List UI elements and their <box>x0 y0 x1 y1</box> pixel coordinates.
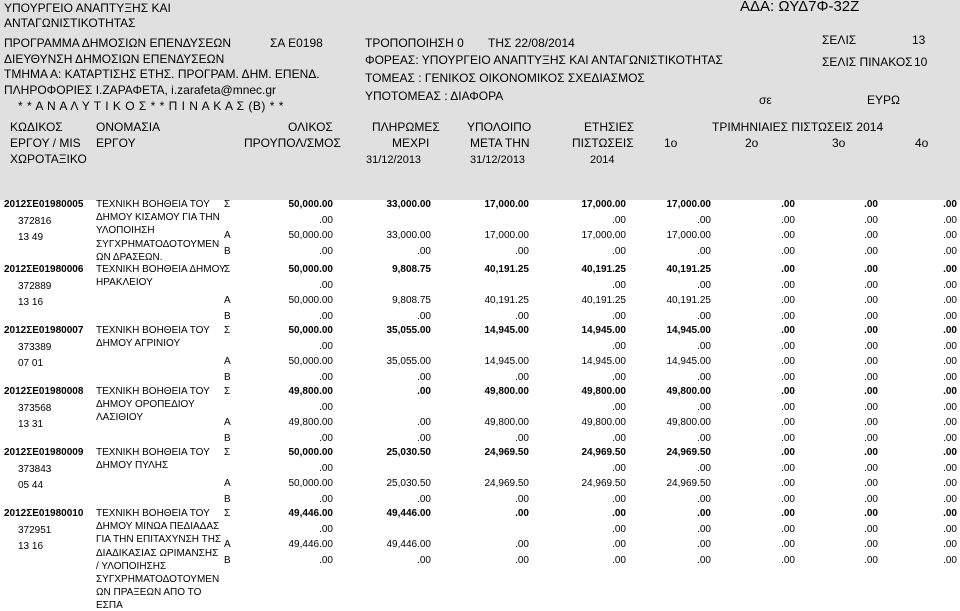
value-cell: .00 <box>417 433 431 444</box>
value-cell: 17,000.00 <box>666 199 711 210</box>
col-remaining-2: ΜΕΤΑ ΤΗΝ <box>470 136 530 150</box>
project-name-line: ΤΕΧΝΙΚΗ ΒΟΗΘΕΙΑ ΤΟΥ <box>96 447 210 458</box>
project-code: 2012ΣΕ01980006 <box>4 264 84 275</box>
currency-se: σε <box>759 93 772 107</box>
value-cell: .00 <box>864 494 878 505</box>
value-cell: .00 <box>864 215 878 226</box>
value-cell: .00 <box>781 417 795 428</box>
value-cell: .00 <box>612 215 626 226</box>
value-cell: .00 <box>864 386 878 397</box>
value-cell: .00 <box>697 539 711 550</box>
row-type-label: Β <box>224 311 231 322</box>
value-cell: .00 <box>697 215 711 226</box>
row-type-label: Β <box>224 494 231 505</box>
value-cell: 14,945.00 <box>581 356 626 367</box>
value-cell: .00 <box>943 433 957 444</box>
value-cell: .00 <box>943 325 957 336</box>
value-cell: 17,000.00 <box>581 199 626 210</box>
row-type-label: Β <box>224 372 231 383</box>
ministry-line2: ΑΝΤΑΓΩΝΙΣΤΙΚΟΤΗΤΑΣ <box>4 16 136 30</box>
page-label: ΣΕΛΙΣ <box>822 33 857 47</box>
col-budget-1: ΟΛΙΚΟΣ <box>288 120 333 134</box>
program-title: ΠΡΟΓΡΑΜΜΑ ΔΗΜΟΣΙΩΝ ΕΠΕΝΔΥΣΕΩΝ <box>4 36 231 50</box>
value-cell: .00 <box>781 447 795 458</box>
value-cell: .00 <box>697 463 711 474</box>
value-cell: .00 <box>612 508 626 519</box>
row-type-label: Β <box>224 555 231 566</box>
mis-code: 372951 <box>18 525 52 536</box>
project-name-line: ΤΕΧΝΙΚΗ ΒΟΗΘΕΙΑ ΔΗΜΟΥ <box>96 264 226 275</box>
value-cell: .00 <box>781 372 795 383</box>
subsector: ΥΠΟΤΟΜΕΑΣ : ΔΙΑΦΟΡΑ <box>365 89 504 103</box>
value-cell: 14,945.00 <box>484 356 529 367</box>
value-cell: .00 <box>515 494 529 505</box>
value-cell: 40,191.25 <box>666 295 711 306</box>
value-cell: 49,800.00 <box>288 417 333 428</box>
col-payments-1: ΠΛΗΡΩΜΕΣ <box>372 120 440 134</box>
value-cell: .00 <box>319 246 333 257</box>
value-cell: .00 <box>864 539 878 550</box>
value-cell: .00 <box>943 199 957 210</box>
value-cell: .00 <box>864 246 878 257</box>
value-cell: 49,446.00 <box>288 539 333 550</box>
ministry-line1: ΥΠΟΥΡΓΕΙΟ ΑΝΑΠΤΥΞΗΣ ΚΑΙ <box>4 1 171 15</box>
value-cell: 17,000.00 <box>484 230 529 241</box>
value-cell: .00 <box>943 215 957 226</box>
value-cell: 40,191.25 <box>666 264 711 275</box>
value-cell: 49,800.00 <box>581 417 626 428</box>
value-cell: 14,945.00 <box>666 356 711 367</box>
value-cell: .00 <box>417 417 431 428</box>
col-q4: 4ο <box>915 136 929 150</box>
value-cell: .00 <box>417 372 431 383</box>
spatial-code: 13 16 <box>18 297 44 308</box>
value-cell: .00 <box>697 341 711 352</box>
col-name-1: ΟΝΟΜΑΣΙΑ <box>96 120 161 134</box>
value-cell: 35,055.00 <box>386 325 431 336</box>
value-cell: .00 <box>612 539 626 550</box>
project-code: 2012ΣΕ01980010 <box>4 508 84 519</box>
value-cell: .00 <box>781 199 795 210</box>
value-cell: .00 <box>319 524 333 535</box>
value-cell: .00 <box>612 280 626 291</box>
value-cell: .00 <box>943 230 957 241</box>
value-cell: .00 <box>417 555 431 566</box>
row-type-label: Α <box>224 295 231 306</box>
project-name-line: ΤΕΧΝΙΚΗ ΒΟΗΘΕΙΑ ΤΟΥ <box>96 508 210 519</box>
value-cell: .00 <box>864 199 878 210</box>
value-cell: 40,191.25 <box>484 295 529 306</box>
modification: ΤΡΟΠΟΠΟΙΗΣΗ 0 <box>365 36 464 50</box>
value-cell: .00 <box>943 311 957 322</box>
value-cell: .00 <box>612 463 626 474</box>
analytical-title: * * Α Ν Α Λ Υ Τ Ι Κ Ο Σ * * Π Ι Ν Α Κ Α Σ (Β) * * <box>18 99 284 113</box>
value-cell: .00 <box>515 246 529 257</box>
modification-date: ΤΗΣ 22/08/2014 <box>488 36 575 50</box>
value-cell: .00 <box>943 356 957 367</box>
value-cell: .00 <box>612 494 626 505</box>
value-cell: .00 <box>943 295 957 306</box>
mis-code: 372889 <box>18 281 52 292</box>
project-code: 2012ΣΕ01980007 <box>4 325 84 336</box>
value-cell: 50,000.00 <box>288 199 333 210</box>
value-cell: .00 <box>612 524 626 535</box>
project-name-line: ΣΥΓΧΡΗΜΑΤΟΔΟΤΟΥΜΕΝ <box>96 238 220 250</box>
project-code: 2012ΣΕ01980009 <box>4 447 84 458</box>
value-cell: .00 <box>781 280 795 291</box>
value-cell: 40,191.25 <box>484 264 529 275</box>
value-cell: 24,969.50 <box>581 478 626 489</box>
row-type-label: Α <box>224 417 231 428</box>
value-cell: .00 <box>943 264 957 275</box>
col-annual-3: 2014 <box>590 154 615 166</box>
value-cell: .00 <box>612 402 626 413</box>
mis-code: 373843 <box>18 464 52 475</box>
value-cell: .00 <box>864 433 878 444</box>
value-cell: 49,800.00 <box>666 386 711 397</box>
value-cell: .00 <box>943 280 957 291</box>
value-cell: .00 <box>943 402 957 413</box>
value-cell: 25,030.50 <box>386 447 431 458</box>
project-name-line: ΥΛΟΠΟΙΗΣΗ <box>96 225 155 237</box>
table-page-number: 10 <box>914 55 928 69</box>
value-cell: .00 <box>781 246 795 257</box>
value-cell: .00 <box>943 539 957 550</box>
project-name-line: ΔΗΜΟΥ ΟΡΟΠΕΔΙΟΥ <box>96 399 195 411</box>
value-cell: .00 <box>697 372 711 383</box>
value-cell: .00 <box>612 246 626 257</box>
value-cell: .00 <box>697 280 711 291</box>
info-contact: ΠΛΗΡΟΦΟΡΙΕΣ Ι.ΖΑΡΑΦΕΤΑ, i.zarafeta@mnec.gr <box>4 83 277 97</box>
col-quarterly: ΤΡΙΜΗΝΙΑΙΕΣ ΠΙΣΤΩΣΕΙΣ 2014 <box>712 120 884 134</box>
value-cell: .00 <box>319 463 333 474</box>
project-name-line: ΔΗΜΟΥ ΠΥΛΗΣ <box>96 460 169 472</box>
row-type-label: Σ <box>224 386 231 397</box>
row-type-label: Β <box>224 433 231 444</box>
value-cell: .00 <box>319 215 333 226</box>
value-cell: .00 <box>864 508 878 519</box>
value-cell: .00 <box>417 494 431 505</box>
value-cell: .00 <box>943 508 957 519</box>
project-name-line: ΕΣΠΑ <box>96 600 123 611</box>
value-cell: .00 <box>781 494 795 505</box>
value-cell: .00 <box>781 463 795 474</box>
col-q1: 1ο <box>664 136 678 150</box>
value-cell: 49,800.00 <box>581 386 626 397</box>
value-cell: .00 <box>319 433 333 444</box>
value-cell: .00 <box>319 311 333 322</box>
value-cell: .00 <box>697 494 711 505</box>
value-cell: .00 <box>319 555 333 566</box>
value-cell: .00 <box>943 417 957 428</box>
value-cell: .00 <box>515 372 529 383</box>
value-cell: .00 <box>515 539 529 550</box>
value-cell: .00 <box>781 402 795 413</box>
department: ΤΜΗΜΑ Α: ΚΑΤΑΡΤΙΣΗΣ ΕΤΗΣ. ΠΡΟΓΡΑΜ. ΔΗΜ. ΕΠΕΝΔ. <box>4 67 320 81</box>
project-name-line: ΓΙΑ ΤΗΝ ΕΠΙΤΑΧΥΝΣΗ ΤΗΣ <box>96 534 222 546</box>
value-cell: 50,000.00 <box>288 478 333 489</box>
project-name-line: ΔΗΜΟΥ ΚΙΣΑΜΟΥ ΓΙΑ ΤΗΝ <box>96 212 220 224</box>
value-cell: 40,191.25 <box>581 295 626 306</box>
col-name-2: ΕΡΓΟΥ <box>96 136 136 150</box>
value-cell: .00 <box>864 417 878 428</box>
value-cell: .00 <box>864 402 878 413</box>
row-type-label: Σ <box>224 447 231 458</box>
spatial-code: 13 49 <box>18 232 44 243</box>
value-cell: .00 <box>697 402 711 413</box>
value-cell: .00 <box>781 386 795 397</box>
value-cell: .00 <box>864 311 878 322</box>
value-cell: 40,191.25 <box>581 264 626 275</box>
page-number: 13 <box>912 33 926 47</box>
value-cell: .00 <box>781 508 795 519</box>
value-cell: 24,969.50 <box>484 447 529 458</box>
col-q3: 3ο <box>832 136 846 150</box>
value-cell: .00 <box>612 341 626 352</box>
value-cell: .00 <box>781 555 795 566</box>
value-cell: 24,969.50 <box>484 478 529 489</box>
row-type-label: Σ <box>224 325 231 336</box>
value-cell: .00 <box>781 264 795 275</box>
value-cell: .00 <box>781 295 795 306</box>
value-cell: 35,055.00 <box>386 356 431 367</box>
col-remaining-3: 31/12/2013 <box>470 154 526 166</box>
value-cell: .00 <box>864 447 878 458</box>
value-cell: .00 <box>864 372 878 383</box>
value-cell: .00 <box>781 539 795 550</box>
sa-code: ΣΑ Ε0198 <box>270 36 323 50</box>
project-name-line: ΣΥΓΧΡΗΜΑΤΟΔΟΤΟΥΜΕΝ <box>96 574 220 585</box>
col-annual-1: ΕΤΗΣΙΕΣ <box>584 120 635 134</box>
value-cell: .00 <box>943 246 957 257</box>
value-cell: .00 <box>697 508 711 519</box>
value-cell: .00 <box>943 463 957 474</box>
value-cell: 49,446.00 <box>386 539 431 550</box>
value-cell: .00 <box>697 311 711 322</box>
value-cell: .00 <box>943 555 957 566</box>
project-name-line: ΤΕΧΝΙΚΗ ΒΟΗΘΕΙΑ ΤΟΥ <box>96 325 210 336</box>
project-name-line: ΗΡΑΚΛΕΙΟΥ <box>96 277 153 289</box>
value-cell: 24,969.50 <box>666 478 711 489</box>
value-cell: 50,000.00 <box>288 230 333 241</box>
project-name-line: ΤΕΧΝΙΚΗ ΒΟΗΘΕΙΑ ΤΟΥ <box>96 386 210 397</box>
value-cell: .00 <box>612 433 626 444</box>
project-name-line: ΛΑΣΙΘΙΟΥ <box>96 412 143 424</box>
col-code-1: ΚΩΔΙΚΟΣ <box>10 120 63 134</box>
project-name-line: ΔΗΜΟΥ ΑΓΡΙΝΙΟΥ <box>96 338 181 350</box>
value-cell: 14,945.00 <box>666 325 711 336</box>
value-cell: .00 <box>943 341 957 352</box>
value-cell: .00 <box>319 280 333 291</box>
mis-code: 373389 <box>18 342 52 353</box>
value-cell: 17,000.00 <box>484 199 529 210</box>
value-cell: .00 <box>943 372 957 383</box>
value-cell: .00 <box>515 433 529 444</box>
value-cell: .00 <box>781 356 795 367</box>
value-cell: .00 <box>864 295 878 306</box>
row-type-label: Α <box>224 478 231 489</box>
row-type-label: Α <box>224 356 231 367</box>
project-code: 2012ΣΕ01980008 <box>4 386 84 397</box>
value-cell: 17,000.00 <box>666 230 711 241</box>
value-cell: 25,030.50 <box>386 478 431 489</box>
value-cell: .00 <box>319 341 333 352</box>
spatial-code: 05 44 <box>18 480 44 491</box>
row-type-label: Α <box>224 230 231 241</box>
value-cell: .00 <box>864 356 878 367</box>
value-cell: .00 <box>319 494 333 505</box>
value-cell: .00 <box>943 386 957 397</box>
value-cell: .00 <box>697 524 711 535</box>
value-cell: .00 <box>417 246 431 257</box>
value-cell: .00 <box>864 463 878 474</box>
row-type-label: Β <box>224 246 231 257</box>
mis-code: 373568 <box>18 403 52 414</box>
value-cell: .00 <box>697 246 711 257</box>
value-cell: 17,000.00 <box>581 230 626 241</box>
value-cell: .00 <box>864 555 878 566</box>
value-cell: 49,800.00 <box>484 417 529 428</box>
value-cell: 33,000.00 <box>386 199 431 210</box>
value-cell: .00 <box>781 215 795 226</box>
value-cell: 49,800.00 <box>288 386 333 397</box>
body-name: ΦΟΡΕΑΣ: ΥΠΟΥΡΓΕΙΟ ΑΝΑΠΤΥΞΗΣ ΚΑΙ ΑΝΤΑΓΩΝΙΣΤΙΚΟΤΗΤΑΣ <box>365 53 723 67</box>
value-cell: .00 <box>781 311 795 322</box>
row-type-label: Σ <box>224 508 231 519</box>
value-cell: 50,000.00 <box>288 356 333 367</box>
directorate: ΔΙΕΥΘΥΝΣΗ ΔΗΜΟΣΙΩΝ ΕΠΕΝΔΥΣΕΩΝ <box>4 52 225 66</box>
value-cell: 9,808.75 <box>392 295 431 306</box>
value-cell: .00 <box>781 524 795 535</box>
value-cell: 14,945.00 <box>581 325 626 336</box>
value-cell: .00 <box>943 494 957 505</box>
value-cell: .00 <box>417 386 431 397</box>
value-cell: .00 <box>612 555 626 566</box>
col-code-2: ΕΡΓΟΥ / MIS <box>10 136 81 150</box>
project-name-line: / ΥΛΟΠΟΙΗΣΗΣ <box>96 560 167 572</box>
value-cell: 33,000.00 <box>386 230 431 241</box>
project-name-line: ΔΙΑΔΙΚΑΣΙΑΣ ΩΡΙΜΑΝΣΗΣ <box>96 547 219 559</box>
value-cell: 49,800.00 <box>484 386 529 397</box>
currency-euro: ΕΥΡΩ <box>867 93 900 107</box>
row-type-label: Α <box>224 539 231 550</box>
value-cell: .00 <box>943 478 957 489</box>
value-cell: .00 <box>864 264 878 275</box>
spatial-code: 13 31 <box>18 419 44 430</box>
value-cell: 24,969.50 <box>581 447 626 458</box>
value-cell: .00 <box>417 311 431 322</box>
table-page-label: ΣΕΛΙΣ ΠΙΝΑΚΟΣ <box>822 55 913 69</box>
project-name-line: ΔΗΜΟΥ ΜΙΝΩΑ ΠΕΔΙΑΔΑΣ <box>96 521 220 533</box>
value-cell: .00 <box>612 372 626 383</box>
value-cell: .00 <box>612 311 626 322</box>
row-type-label: Σ <box>224 199 231 210</box>
value-cell: 24,969.50 <box>666 447 711 458</box>
value-cell: .00 <box>781 230 795 241</box>
value-cell: .00 <box>864 478 878 489</box>
value-cell: .00 <box>943 524 957 535</box>
value-cell: .00 <box>319 372 333 383</box>
col-annual-2: ΠΙΣΤΩΣΕΙΣ <box>572 136 634 150</box>
value-cell: .00 <box>697 555 711 566</box>
col-remaining-1: ΥΠΟΛΟΙΠΟ <box>467 120 532 134</box>
spatial-code: 07 01 <box>18 358 44 369</box>
value-cell: .00 <box>864 280 878 291</box>
value-cell: .00 <box>781 341 795 352</box>
value-cell: .00 <box>781 478 795 489</box>
value-cell: .00 <box>781 325 795 336</box>
value-cell: 50,000.00 <box>288 295 333 306</box>
value-cell: 50,000.00 <box>288 325 333 336</box>
value-cell: 49,446.00 <box>386 508 431 519</box>
value-cell: .00 <box>515 311 529 322</box>
col-q2: 2ο <box>745 136 759 150</box>
value-cell: .00 <box>515 508 529 519</box>
project-code: 2012ΣΕ01980005 <box>4 199 84 210</box>
value-cell: .00 <box>697 433 711 444</box>
project-name-line: ΩΝ ΠΡΑΞΕΩΝ ΑΠΟ ΤΟ <box>96 587 202 599</box>
sector: ΤΟΜΕΑΣ : ΓΕΝΙΚΟΣ ΟΙΚΟΝΟΜΙΚΟΣ ΣΧΕΔΙΑΣΜΟΣ <box>365 71 645 85</box>
value-cell: 49,800.00 <box>666 417 711 428</box>
value-cell: 50,000.00 <box>288 264 333 275</box>
col-budget-2: ΠΡΟΥΠΟΛ/ΣΜΟΣ <box>244 136 341 150</box>
col-payments-2: ΜΕΧΡΙ <box>392 136 430 150</box>
row-type-label: Σ <box>224 264 231 275</box>
value-cell: 49,446.00 <box>288 508 333 519</box>
mis-code: 372816 <box>18 216 52 227</box>
value-cell: 14,945.00 <box>484 325 529 336</box>
value-cell: .00 <box>319 402 333 413</box>
ada-code: ΑΔΑ: ΩΥΔ7Φ-32Ζ <box>740 0 860 15</box>
project-name-line: ΤΕΧΝΙΚΗ ΒΟΗΘΕΙΑ ΤΟΥ <box>96 199 210 210</box>
value-cell: .00 <box>864 341 878 352</box>
spatial-code: 13 16 <box>18 541 44 552</box>
value-cell: .00 <box>864 230 878 241</box>
value-cell: 9,808.75 <box>392 264 431 275</box>
value-cell: .00 <box>864 524 878 535</box>
col-payments-3: 31/12/2013 <box>366 154 422 166</box>
value-cell: .00 <box>515 555 529 566</box>
value-cell: .00 <box>781 433 795 444</box>
value-cell: 50,000.00 <box>288 447 333 458</box>
col-code-3: ΧΩΡΟΤΑΞΙΚΟ <box>10 152 87 166</box>
project-name-line: ΩΝ ΔΡΑΣΕΩΝ. <box>96 251 163 263</box>
value-cell: .00 <box>943 447 957 458</box>
value-cell: .00 <box>864 325 878 336</box>
